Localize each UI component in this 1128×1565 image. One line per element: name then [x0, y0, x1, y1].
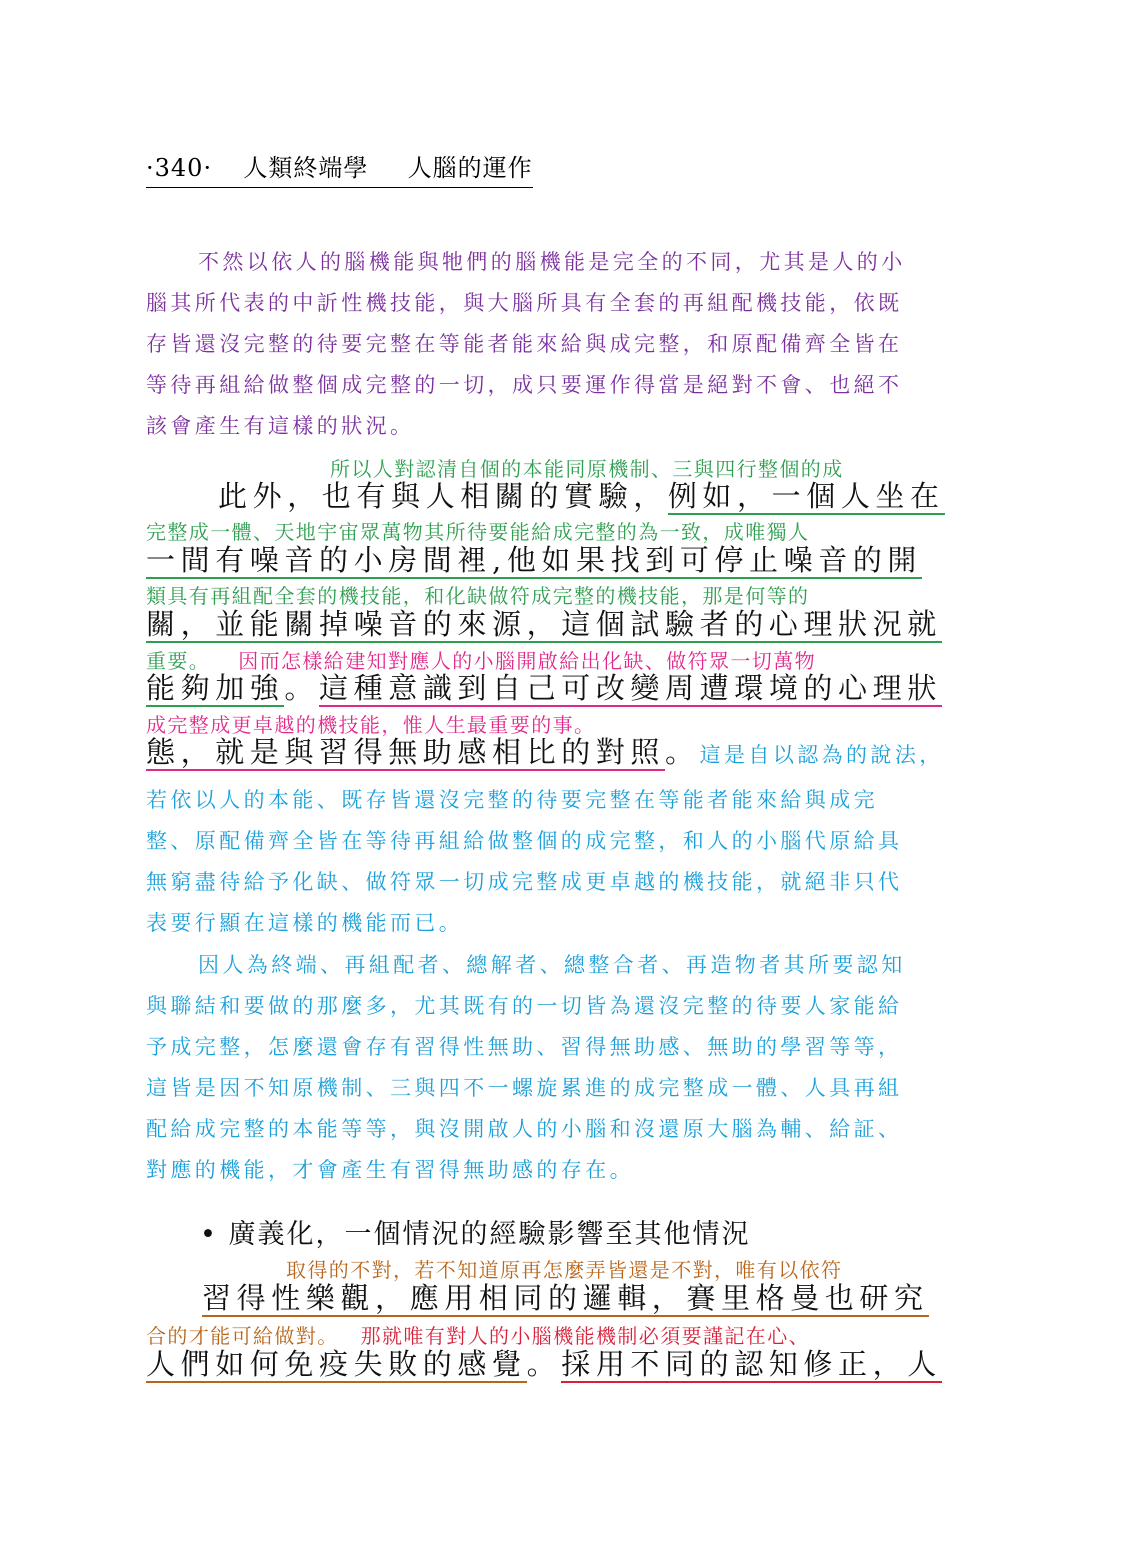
bullet-icon: • — [200, 1219, 218, 1250]
paragraph-line: 表要行顯在這樣的機能而已。 — [146, 911, 464, 935]
paragraph-line: 予成完整，怎麼還會存有習得性無助、習得無助感、無助的學習等等， — [146, 1035, 903, 1059]
section-heading — [200, 1212, 751, 1251]
annotation-red-1: 那就唯有對人的小腦機能機制必須要謹記在心、 — [360, 1324, 811, 1348]
annotation-green-1: 所以人對認清自個的本能同原機制、三與四行整個的成 — [330, 457, 844, 481]
paragraph-line: 無窮盡待給予化缺、做符眾一切成完整成更卓越的機技能，就絕非只代 — [146, 870, 903, 894]
main-text-line-7 — [146, 1342, 942, 1383]
underlined-phrase: 關，並能關掉噪音的來源，這個試驗者的心理狀況就 — [146, 607, 942, 641]
main-text-line-6 — [202, 1276, 929, 1317]
annotation-brown-2: 合的才能可給做對。 — [146, 1324, 339, 1348]
punctuation: 。 — [665, 735, 700, 769]
main-text-line-1 — [218, 474, 945, 515]
paragraph-line: 等待再組給做整個成完整的一切，成只要運作得當是絕對不會、也絕不 — [146, 373, 903, 397]
underlined-phrase: 例如，一個人坐在 — [667, 479, 945, 513]
page-number: ·340· — [146, 154, 213, 182]
running-header — [146, 148, 533, 188]
annotation-pink-2: 成完整成更卓越的機技能，惟人生最重要的事。 — [146, 713, 596, 737]
main-text-line-2 — [146, 538, 922, 579]
paragraph-line: 配給成完整的本能等等，與沒開啟人的小腦和沒還原大腦為輔、給証、 — [146, 1117, 903, 1141]
annotation-pink-1: 因而怎樣給建知對應人的小腦開啟給出化缺、做符眾一切萬物 — [238, 649, 817, 673]
paragraph-line: 與聯結和要做的那麼多，尤其既有的一切皆為還沒完整的待要人家能給 — [146, 994, 903, 1018]
annotation-green-4: 重要。 — [146, 649, 211, 673]
main-text-line-3 — [146, 602, 942, 643]
punctuation: 。 — [284, 671, 320, 705]
main-text-line-5 — [146, 730, 944, 771]
chapter-title: 人腦的運作 — [407, 154, 533, 182]
annotation-brown-1: 取得的不對，若不知道原再怎麼弄皆還是不對，唯有以依符 — [286, 1258, 843, 1282]
paragraph-3 — [146, 945, 991, 1191]
underlined-phrase: 能夠加強 — [146, 671, 285, 705]
paragraph-2 — [146, 780, 991, 944]
main-text-line-4 — [146, 666, 942, 707]
paragraph-line: 整、原配備齊全皆在等待再組給做整個的成完整，和人的小腦代原給具 — [146, 829, 903, 853]
paragraph-1 — [146, 242, 991, 447]
annotation-green-3: 類具有再組配全套的機技能，和化缺做符成完整的機技能，那是何等的 — [146, 584, 810, 608]
punctuation: 。 — [526, 1347, 562, 1381]
paragraph-line: 對應的機能，才會產生有習得無助感的存在。 — [146, 1158, 634, 1182]
paragraph-line: 腦其所代表的中訢性機技能，與大腦所具有全套的再組配機技能，依既 — [146, 291, 903, 315]
underlined-phrase: 這種意識到自己可改變周遭環境的心理狀 — [319, 671, 942, 705]
underlined-phrase: 一間有噪音的小房間裡,他如果找到可停止噪音的開 — [146, 543, 923, 577]
underlined-phrase: 人們如何免疫失敗的感覺 — [146, 1347, 527, 1381]
paragraph-line: 因人為終端、再組配者、總解者、總整合者、再造物者其所要認知 — [198, 953, 906, 977]
underlined-phrase: 採用不同的認知修正，人 — [561, 1347, 942, 1381]
underlined-phrase: 習得性樂觀，應用相同的邏輯，賽里格曼也研究 — [202, 1281, 929, 1315]
book-title: 人類終端學 — [243, 154, 369, 182]
annotation-green-2: 完整成一體、天地宇宙眾萬物其所待要能給成完整的為一致，成唯獨人 — [146, 520, 810, 544]
main-text-segment: 此外，也有與人相關的實驗， — [218, 479, 668, 513]
paragraph-line: 不然以依人的腦機能與牠們的腦機能是完全的不同，尤其是人的小 — [198, 250, 906, 274]
paragraph-line: 存皆還沒完整的待要完整在等能者能來給與成完整，和原配備齊全皆在 — [146, 332, 903, 356]
cyan-tail-text: 這是自以認為的說法， — [699, 743, 944, 767]
paragraph-line: 這皆是因不知原機制、三與四不一螺旋累進的成完整成一體、人具再組 — [146, 1076, 903, 1100]
paragraph-line: 若依以人的本能、既存皆還沒完整的待要完整在等能者能來給與成完 — [146, 788, 878, 812]
underlined-phrase: 態，就是與習得無助感相比的對照 — [146, 735, 666, 769]
section-heading-text: 廣義化，一個情況的經驗影響至其他情況 — [228, 1219, 751, 1250]
paragraph-line: 該會產生有這樣的狀況。 — [146, 414, 415, 438]
